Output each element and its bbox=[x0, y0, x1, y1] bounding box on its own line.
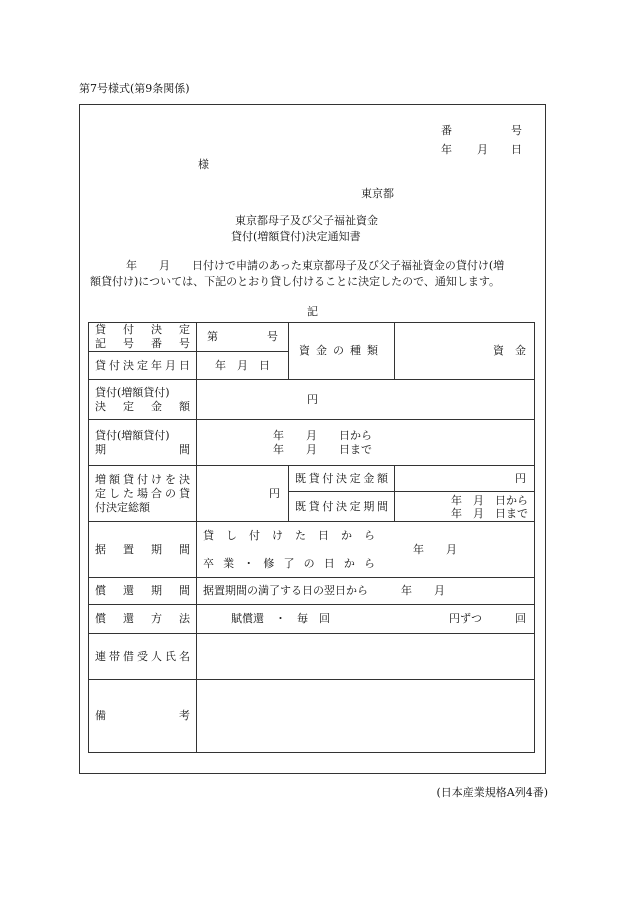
fund-type-text: 資金の種類 bbox=[299, 344, 384, 357]
table-row bbox=[89, 323, 535, 352]
table-row bbox=[89, 522, 535, 578]
addressee-suffix: 様 bbox=[198, 158, 209, 171]
number-prefix: 第 bbox=[207, 330, 218, 343]
deferment-year-month: 年 月 bbox=[413, 542, 457, 556]
label-line: 貸付決定 bbox=[95, 323, 190, 336]
prev-period-to: 年 月 日まで bbox=[451, 506, 528, 520]
issuer: 東京都 bbox=[361, 187, 394, 200]
total-amount-value: 円 bbox=[197, 466, 289, 522]
decision-date-value: 年 月 日 bbox=[197, 352, 289, 380]
repayment-method-value bbox=[197, 605, 535, 634]
row-label-remarks: 備考 bbox=[89, 680, 197, 753]
deferment-from-graduation: 卒業・修了の日から bbox=[203, 556, 375, 570]
deferment-value bbox=[197, 522, 535, 578]
row-label-decision-amount bbox=[89, 380, 197, 420]
row-label-repayment-method: 償還方法 bbox=[89, 605, 197, 634]
number-label-a: 番 bbox=[441, 124, 452, 137]
remarks-value bbox=[197, 680, 535, 753]
loan-details-table bbox=[88, 322, 535, 753]
table-row bbox=[89, 466, 535, 492]
label-line: 決定金額 bbox=[95, 399, 190, 413]
date-month: 月 bbox=[477, 143, 488, 156]
period-to: 年 月 日まで bbox=[273, 442, 372, 456]
table-row bbox=[89, 578, 535, 605]
prev-period-from: 年 月 日から bbox=[451, 493, 528, 507]
body-line-1: 年 月 日付けで申請のあった東京都母子及び父子福祉資金の貸付け(増 bbox=[126, 259, 505, 272]
date-day: 日 bbox=[511, 143, 522, 156]
label-line: 増額貸付けを決 bbox=[95, 472, 190, 486]
form-number: 第7号様式(第9条関係) bbox=[79, 82, 190, 95]
loan-period-value bbox=[197, 420, 535, 466]
prev-amount-label: 既貸付決定金額 bbox=[289, 466, 395, 492]
decision-amount-value: 円 bbox=[197, 380, 535, 420]
paper-size-note: (日本産業規格A列4番) bbox=[436, 786, 548, 799]
body-line-2: 額貸付け)については、下記のとおり貸し付けることに決定したので、通知します。 bbox=[90, 275, 500, 288]
ki-label: 記 bbox=[307, 305, 318, 318]
label-line: 期間 bbox=[95, 442, 190, 456]
deferment-block bbox=[203, 525, 528, 575]
number-label-b: 号 bbox=[511, 124, 522, 137]
repayment-method-right: 円ずつ 回 bbox=[449, 612, 526, 625]
table-row bbox=[89, 420, 535, 466]
repayment-method-left: 賦償還 ・ 毎 回 bbox=[231, 612, 330, 625]
date-year: 年 bbox=[441, 143, 452, 156]
row-label-loan-number bbox=[89, 323, 197, 352]
title-line-1: 東京都母子及び父子福祉資金 bbox=[235, 214, 378, 227]
row-label-total-amount bbox=[89, 466, 197, 522]
prev-period-label: 既貸付決定期間 bbox=[289, 492, 395, 522]
fund-type-label bbox=[289, 323, 395, 380]
prev-period-value bbox=[395, 492, 535, 522]
table-row bbox=[89, 380, 535, 420]
prev-amount-value: 円 bbox=[395, 466, 535, 492]
title-line-2: 貸付(増額貸付)決定通知書 bbox=[231, 230, 361, 243]
label-line: 定した場合の貸 bbox=[95, 486, 190, 500]
loan-number-cell bbox=[197, 323, 289, 352]
period-from: 年 月 日から bbox=[273, 428, 372, 442]
fund-type-value: 資 金 bbox=[395, 323, 535, 380]
label-line: 記号番号 bbox=[95, 337, 190, 350]
row-label-repayment-period: 償還期間 bbox=[89, 578, 197, 605]
row-label-deferment: 据置期間 bbox=[89, 522, 197, 578]
label-line: 付決定総額 bbox=[95, 500, 150, 514]
row-label-joint-borrower: 連帯借受人氏名 bbox=[89, 634, 197, 680]
deferment-from-loan: 貸し付けた日から bbox=[203, 528, 375, 542]
table-row bbox=[89, 680, 535, 753]
label-line: 貸付(増額貸付) bbox=[95, 385, 170, 399]
row-label-loan-period bbox=[89, 420, 197, 466]
label-line: 貸付(増額貸付) bbox=[95, 428, 170, 442]
row-label-decision-date: 貸付決定年月日 bbox=[89, 352, 197, 380]
table-row bbox=[89, 605, 535, 634]
number-suffix: 号 bbox=[267, 330, 278, 343]
repayment-period-value: 据置期間の満了する日の翌日から 年 月 bbox=[197, 578, 535, 605]
joint-borrower-value bbox=[197, 634, 535, 680]
table-row bbox=[89, 634, 535, 680]
